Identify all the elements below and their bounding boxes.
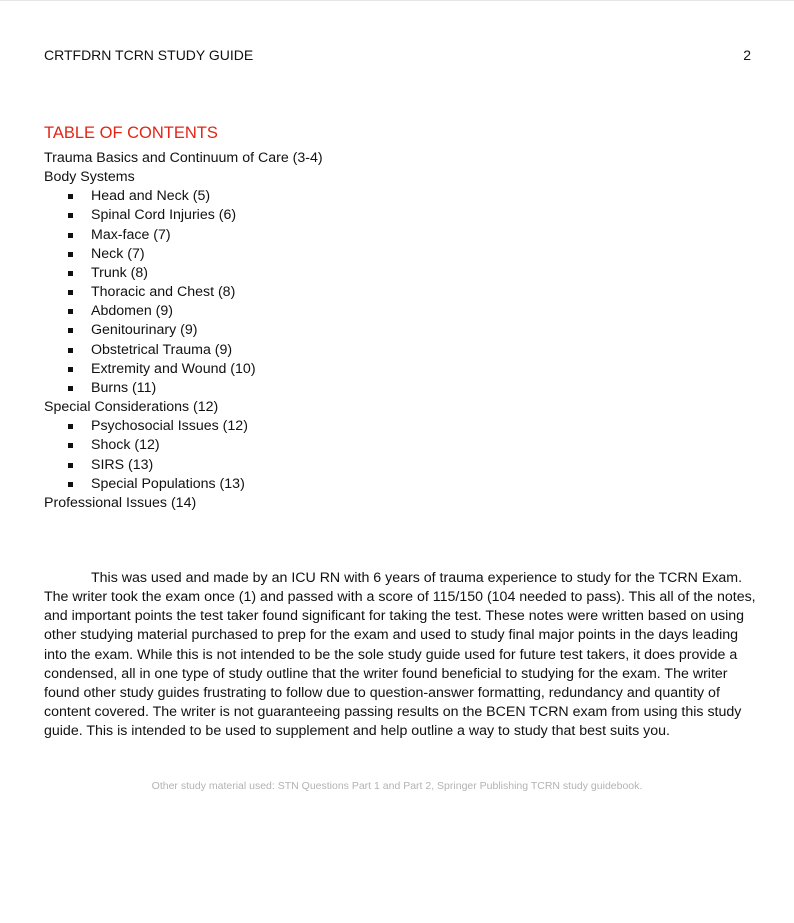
toc-sub-item — [44, 264, 323, 283]
toc-sub-item-label: Spinal Cord Injuries (6) — [91, 207, 237, 224]
square-bullet-icon — [68, 271, 73, 276]
toc-sub-item-label: Obstetrical Trauma (9) — [91, 341, 233, 358]
table-of-contents — [44, 149, 323, 513]
toc-sub-item — [44, 456, 323, 475]
toc-section-label: Professional Issues (14) — [44, 494, 197, 511]
square-bullet-icon — [68, 252, 73, 257]
toc-sub-item-label: Head and Neck (5) — [91, 188, 211, 205]
toc-sub-item — [44, 341, 323, 360]
toc-sub-item — [44, 379, 323, 398]
toc-section — [44, 168, 323, 398]
toc-section — [44, 149, 323, 168]
square-bullet-icon — [68, 309, 73, 314]
toc-sub-item-label: Psychosocial Issues (12) — [91, 418, 248, 435]
square-bullet-icon — [68, 443, 73, 448]
document-title: CRTFDRN TCRN STUDY GUIDE — [44, 47, 254, 63]
toc-sub-item-label: Thoracic and Chest (8) — [91, 284, 236, 301]
footnote-sources: Other study material used: STN Questions Part 1 and Part 2, Springer Publishing TCRN study guidebook. — [151, 780, 643, 792]
toc-sub-item — [44, 245, 323, 264]
page-number: 2 — [743, 47, 751, 63]
square-bullet-icon — [68, 348, 73, 353]
square-bullet-icon — [68, 463, 73, 468]
square-bullet-icon — [68, 424, 73, 429]
toc-sub-item-label: Max-face (7) — [91, 226, 171, 243]
toc-section-label: Trauma Basics and Continuum of Care (3-4) — [44, 150, 323, 166]
toc-sub-item — [44, 226, 323, 245]
square-bullet-icon — [68, 482, 73, 487]
toc-sub-item-label: SIRS (13) — [91, 456, 154, 473]
toc-sub-item — [44, 321, 323, 340]
square-bullet-icon — [68, 328, 73, 333]
toc-sub-item — [44, 283, 323, 302]
square-bullet-icon — [68, 386, 73, 391]
intro-paragraph: This was used and made by an ICU RN with 6 years of trauma experience to study for the TCRN Exam. The writer took the exam once (1) and passed with a score of 115/150 (104 needed to pass). This all of the notes, and important points the test taker found significant for taking the test. These notes were written based on using other studying material purchased to prep for the exam and used to study final major points in the days leading into the exam. While this is not intended to be the sole study guide used for future test takers, it does provide a condensed, all in one type of study outline that the writer found beneficial to studying for the exam. The writer found other study guides frustrating to follow due to question-answer formatting, redundancy and quantity of content covered. The writer is not guaranteeing passing results on the BCEN TCRN exam from using this study guide. This is intended to be used to supplement and help outline a way to study that best suits you. — [44, 570, 756, 740]
toc-sub-item — [44, 360, 323, 379]
square-bullet-icon — [68, 213, 73, 218]
page-top-edge — [0, 0, 794, 1]
square-bullet-icon — [68, 233, 73, 238]
toc-sub-item — [44, 187, 323, 206]
toc-sub-item — [44, 206, 323, 225]
toc-section-label: Special Considerations (12) — [44, 399, 219, 416]
square-bullet-icon — [68, 290, 73, 295]
toc-sub-item-label: Trunk (8) — [91, 264, 149, 281]
toc-sub-item-label: Special Populations (13) — [91, 475, 245, 492]
toc-sub-item — [44, 475, 323, 494]
toc-sub-list — [44, 417, 323, 494]
toc-sub-item-label: Extremity and Wound (10) — [91, 360, 256, 377]
toc-sub-item — [44, 436, 323, 455]
square-bullet-icon — [68, 194, 73, 199]
toc-section — [44, 494, 323, 513]
toc-heading: TABLE OF CONTENTS — [44, 124, 218, 142]
toc-sub-item — [44, 302, 323, 321]
toc-sub-item — [44, 417, 323, 436]
toc-section — [44, 398, 323, 494]
toc-sub-item-label: Neck (7) — [91, 245, 145, 262]
square-bullet-icon — [68, 367, 73, 372]
toc-sub-item-label: Burns (11) — [91, 379, 157, 396]
toc-section-label: Body Systems — [44, 169, 135, 186]
toc-sub-list — [44, 187, 323, 398]
toc-sub-item-label: Shock (12) — [91, 437, 160, 454]
toc-sub-item-label: Abdomen (9) — [91, 303, 174, 320]
toc-sub-item-label: Genitourinary (9) — [91, 322, 198, 339]
